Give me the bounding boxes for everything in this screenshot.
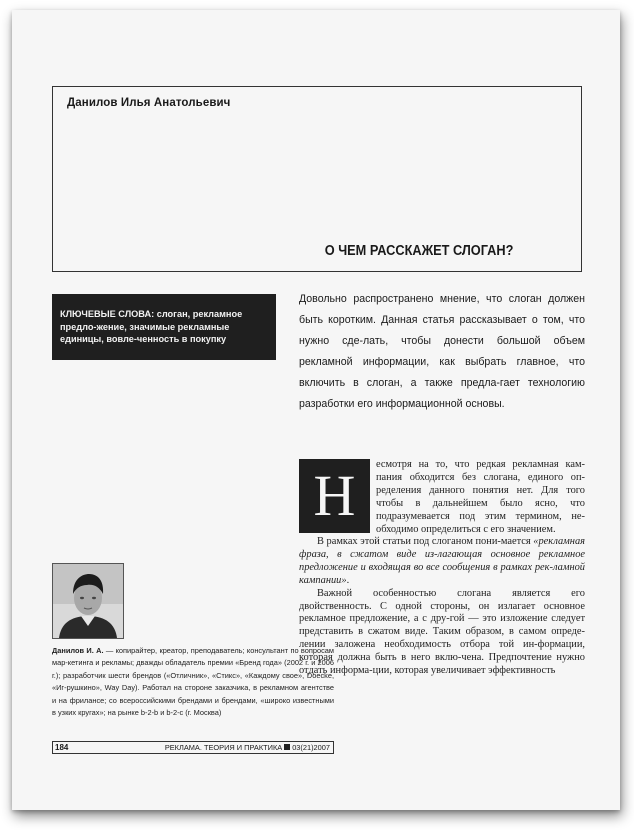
body-text-intro: есмотря на то, что редкая рекламная кам-пания обходится без слогана, единого оп-ределения данного понятия нет. Для того чтобы в дальнейшем было ясно, что подразумевается под этим термином, не-обходимо определиться с его значением.	[376, 459, 585, 535]
author-name: Данилов Илья Анатольевич	[67, 97, 231, 109]
page-number: 184	[55, 743, 69, 752]
body-paragraph-duality: Важной особенностью слогана является его двойственность. С одной стороны, он излагает основное рекламное предложение, а с дру-гой — это изложение следует представить в сжатом виде. Таким образом, в самом опреде-лении заложена необходимость отбора той ин-формации, которая должна быть в него вклю-чена. Предпочтение нужно отдать информа-ции, которая увеличивает эффективность	[299, 587, 585, 677]
author-photo	[52, 563, 124, 639]
body-first-paragraph	[376, 459, 585, 536]
lead-paragraph: Довольно распространено мнение, что слоган должен быть коротким. Данная статья рассказывает о том, что нужно сде-лать, чтобы донести большой объем рекламной информации, как выбрать главное, что включить в слоган, а также предла-гает технологию разработки его информационной основы.	[299, 293, 585, 410]
page-footer	[52, 741, 334, 754]
issue-number: 03(21)2007	[292, 743, 330, 752]
body-paragraph-definition	[299, 536, 585, 588]
journal-info	[165, 742, 330, 753]
body-column	[299, 536, 585, 678]
bio-author-name: Данилов И. А.	[52, 646, 104, 655]
square-bullet-icon	[284, 744, 290, 750]
author-portrait-image	[53, 564, 123, 638]
keywords-box: КЛЮЧЕВЫЕ СЛОВА: слоган, рекламное предло-жение, значимые рекламные единицы, вовле-ченность в покупку	[52, 294, 276, 360]
bio-text: — копирайтер, креатор, преподаватель; консультант по вопросам мар-кетинга и рекламы; дважды обладатель премии «Бренд года» (2002 г. и 2006 г.); разработчик шести брендов («Отличник», «Стикс», «Каждому свое», Doecke, «Иг-рушкино», Way Day). Работал на стороне заказчика, в рекламном агентстве и на фрилансе; со всероссийскими брендами и брендами, «широко известными в узких кругах»; на рынке b-2-b и b-2-c (г. Москва)	[52, 646, 334, 718]
header-frame	[52, 86, 582, 272]
journal-page	[12, 10, 620, 810]
slogan-definition-quote: «рекламная фраза, в сжатом виде из-лагающая основное рекламное предложение и входящая во все сообщения в рамках рек-ламной кампании»	[299, 536, 585, 586]
author-bio	[52, 645, 334, 719]
article-title: О ЧЕМ РАССКАЖЕТ СЛОГАН?	[324, 243, 513, 259]
journal-name: РЕКЛАМА. ТЕОРИЯ И ПРАКТИКА	[164, 743, 283, 752]
body-text: .	[346, 574, 350, 586]
drop-cap: Н	[299, 459, 370, 533]
body-text: В рамках этой статьи под слоганом пони-мается	[317, 536, 534, 547]
